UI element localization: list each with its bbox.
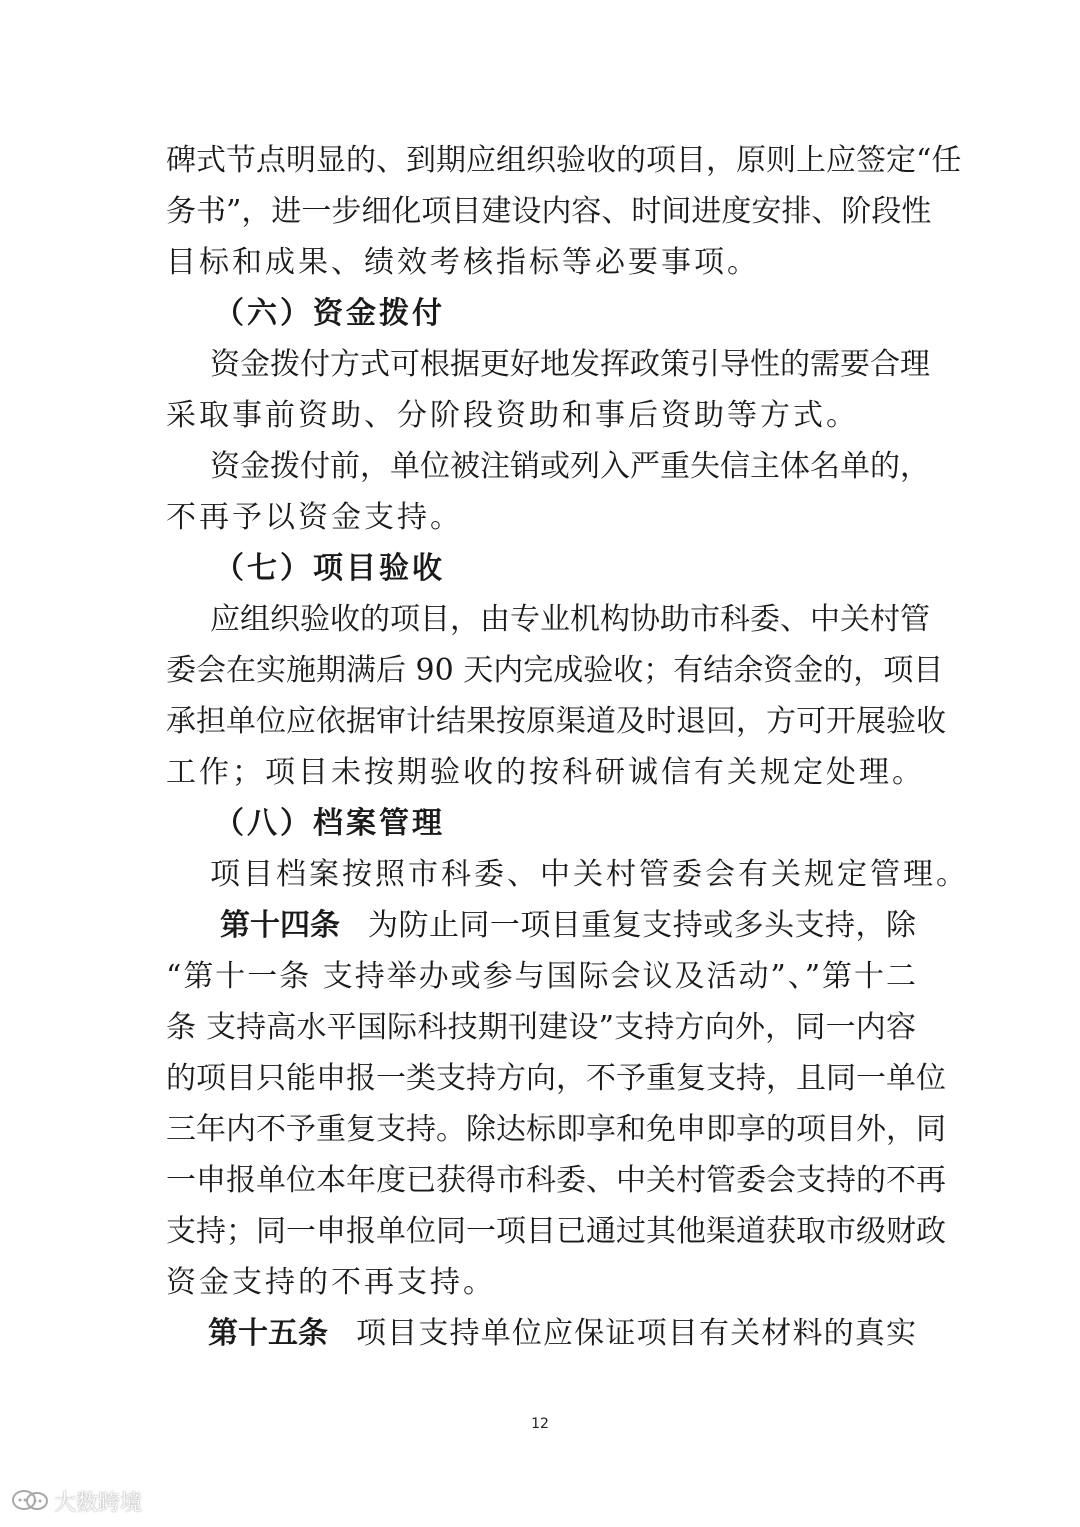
chat-bubble-icon	[10, 1488, 50, 1514]
article-15-line	[208, 1314, 916, 1354]
paragraph-line: 碑式节点明显的、到期应组织验收的项目，原则上应签定“任	[166, 143, 962, 178]
paragraph-line: 资金支持的不再支持。	[166, 1265, 496, 1300]
article-15-heading: 第十五条	[208, 1316, 328, 1351]
paragraph-line: 的项目只能申报一类支持方向，不予重复支持，且同一单位	[166, 1061, 946, 1096]
paragraph-line: 一申报单位本年度已获得市科委、中关村管委会支持的不再	[166, 1163, 946, 1198]
watermark	[10, 1486, 142, 1516]
watermark-text: 大数跨境	[54, 1490, 143, 1516]
paragraph-line: 应组织验收的项目，由专业机构协助市科委、中关村管	[210, 602, 930, 637]
paragraph-line: 采取事前资助、分阶段资助和事后资助等方式。	[166, 398, 859, 433]
paragraph-line: 务书”，进一步细化项目建设内容、时间进度安排、阶段性	[166, 194, 932, 229]
section-heading-archives: （八）档案管理	[214, 806, 445, 841]
paragraph-line: 条 支持高水平国际科技期刊建设”支持方向外，同一内容	[166, 1010, 916, 1045]
paragraph-line: 承担单位应依据审计结果按原渠道及时退回，方可开展验收	[166, 704, 946, 739]
section-heading-acceptance: （七）项目验收	[214, 551, 445, 586]
paragraph-line: 支持；同一申报单位同一项目已通过其他渠道获取市级财政	[166, 1214, 946, 1249]
paragraph-line: 不再予以资金支持。	[166, 500, 463, 535]
paragraph-line: “第十一条 支持举办或参与国际会议及活动”、”第十二	[166, 959, 916, 994]
section-heading-funding: （六）资金拨付	[214, 296, 445, 331]
paragraph-line: 三年内不予重复支持。除达标即享和免申即享的项目外，同	[166, 1112, 946, 1147]
paragraph-line: 资金拨付方式可根据更好地发挥政策引导性的需要合理	[210, 347, 930, 382]
paragraph-line: 项目支持单位应保证项目有关材料的真实	[356, 1316, 916, 1351]
paragraph-line: 资金拨付前，单位被注销或列入严重失信主体名单的，	[210, 449, 930, 484]
paragraph-line: 目标和成果、绩效考核指标等必要事项。	[166, 245, 760, 280]
paragraph-line: 工作；项目未按期验收的按科研诚信有关规定处理。	[166, 755, 925, 790]
page-number: 12	[531, 1416, 549, 1432]
paragraph-line: 为防止同一项目重复支持或多头支持，除	[368, 908, 916, 943]
paragraph-line: 项目档案按照市科委、中关村管委会有关规定管理。	[210, 857, 969, 892]
paragraph-line: 委会在实施期满后 90 天内完成验收；有结余资金的，项目	[166, 653, 944, 688]
article-14-line	[220, 906, 916, 946]
article-14-heading: 第十四条	[220, 908, 340, 943]
